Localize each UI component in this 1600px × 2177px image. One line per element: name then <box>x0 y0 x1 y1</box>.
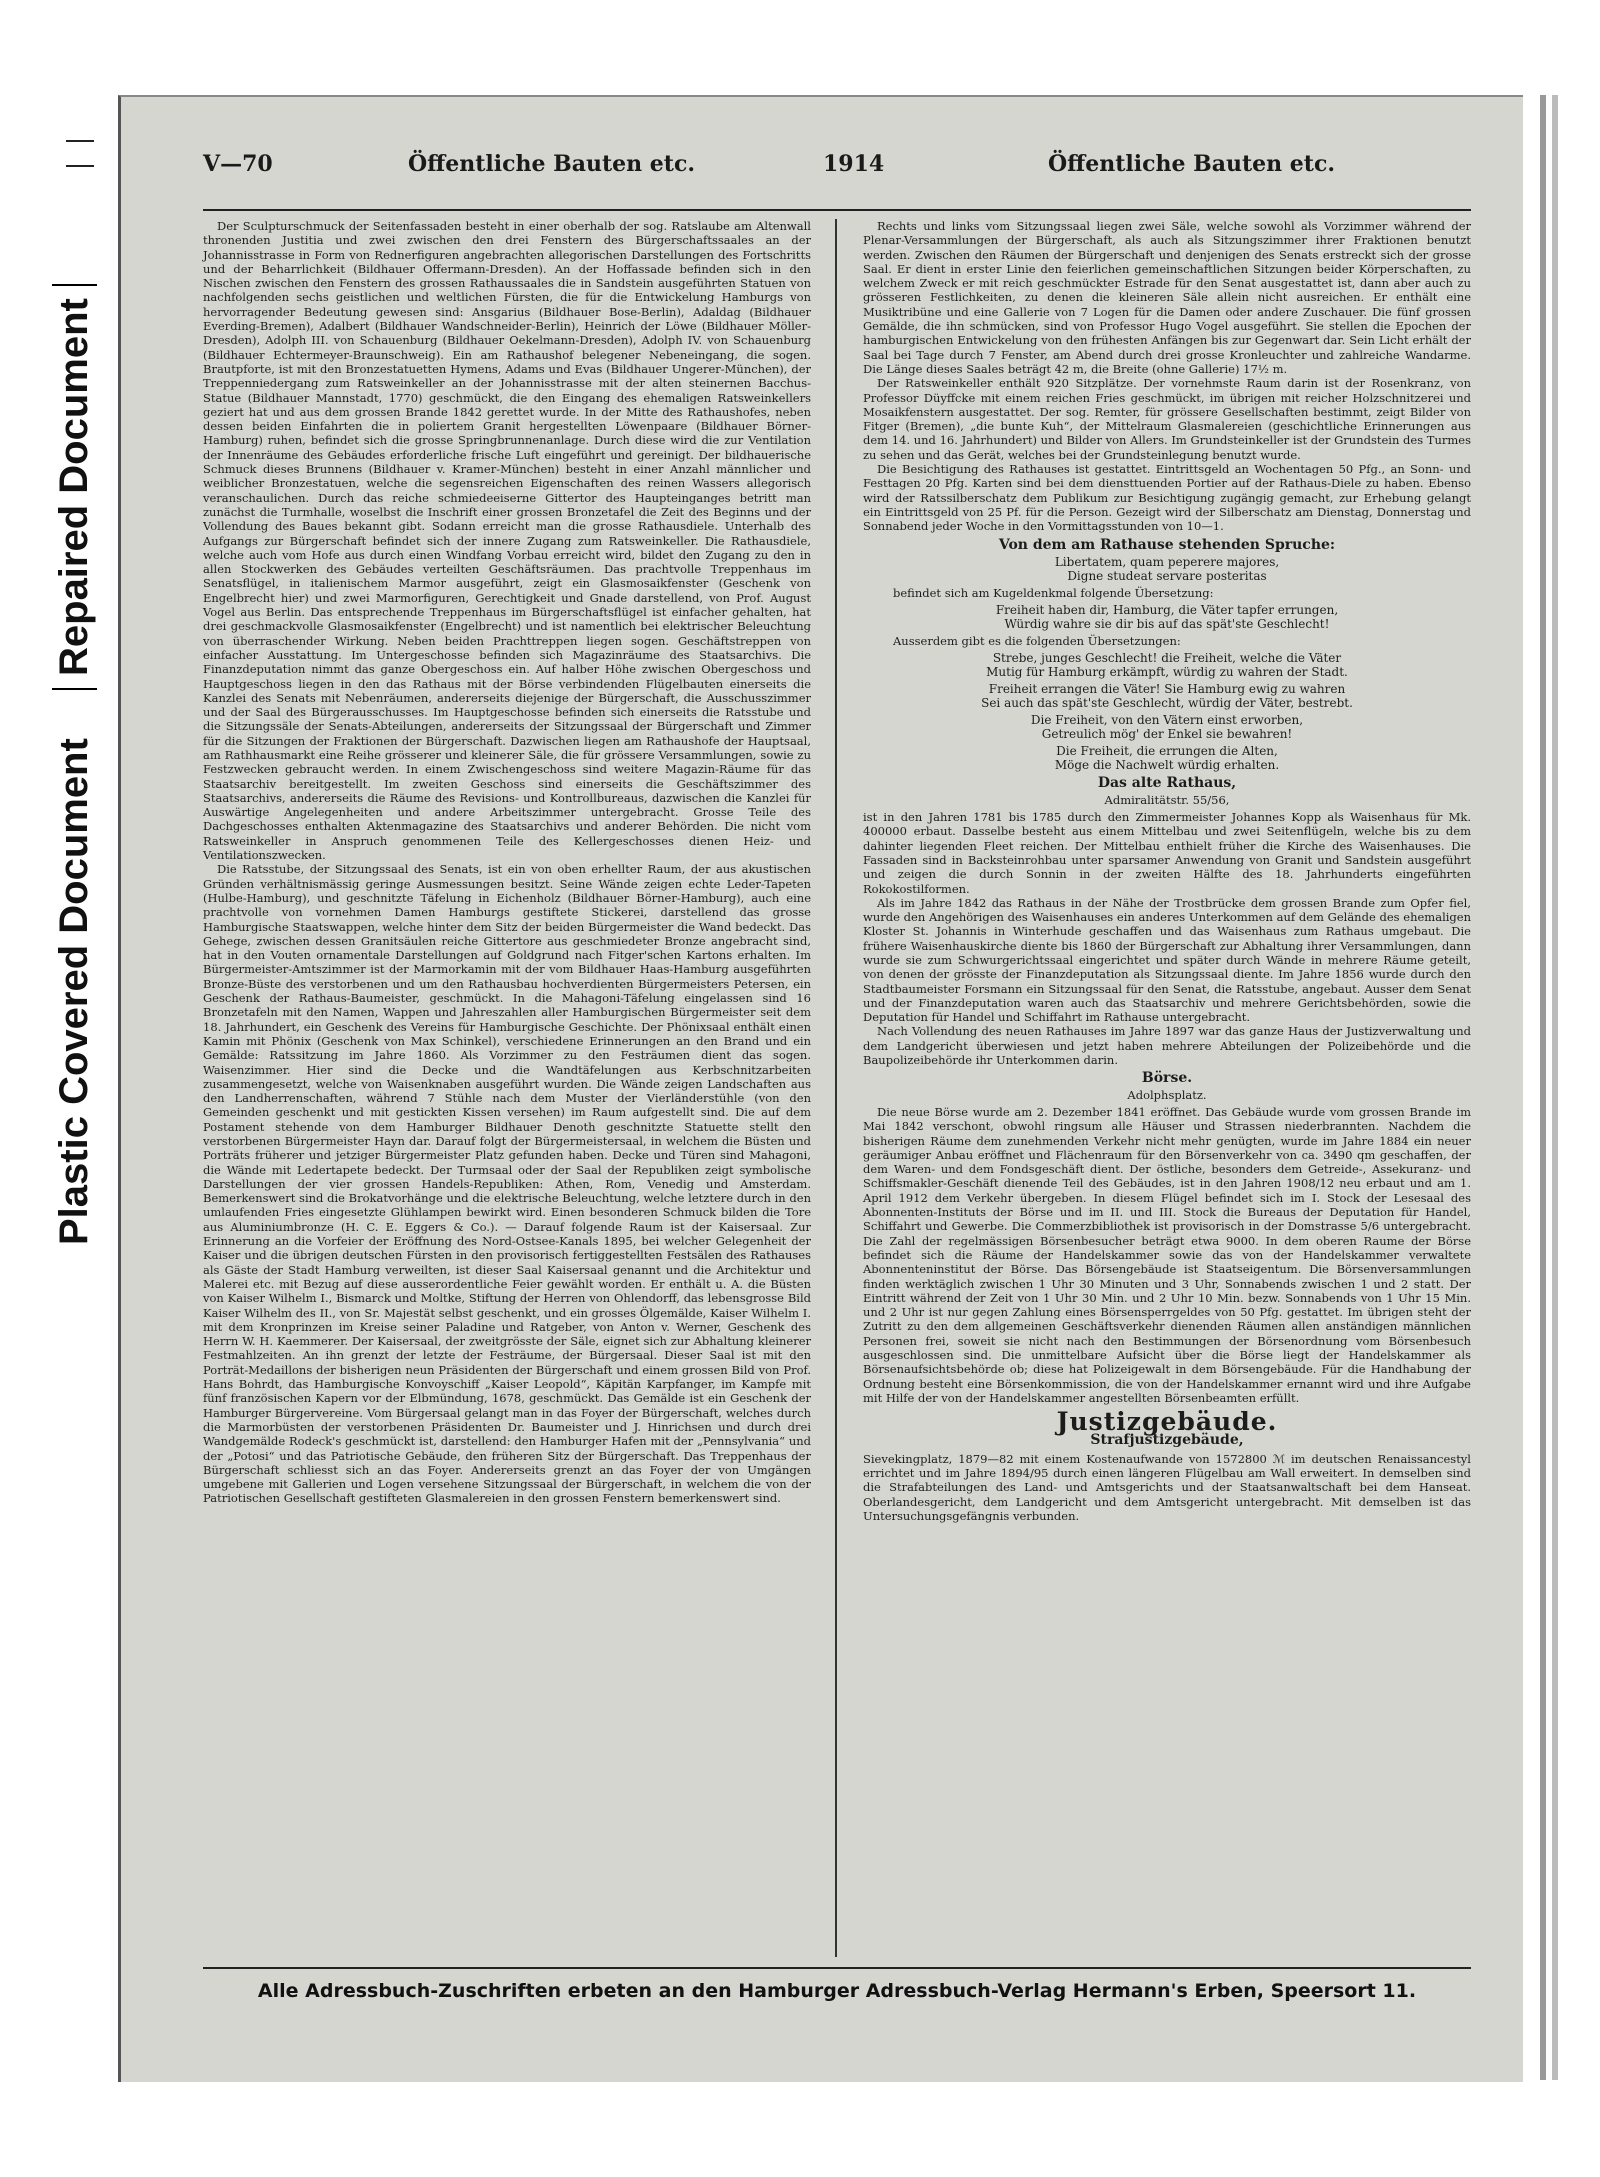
verse-translation <box>863 682 1471 710</box>
paragraph-ratsweinkeller: Der Ratsweinkeller enthält 920 Sitzplätze. Der vornehmste Raum darin ist der Rosenkranz, von Professor Düyffcke mit einem reichen Fries geschmückt, im übrigen mit reicher Holzschnitzerei und Mosaikfenstern ausgestattet. Der sog. Remter, für grössere Gesellschaften bestimmt, zeigt Bilder von Fitger (Bremen), „die bunte Kuh“, der Mittelraum Glasmalereien (geschichtliche Erinnerungen aus dem 14. und 16. Jahrhundert) und Bilder von Allers. Im Grundsteinkeller ist der Grundstein des Turmes zu sehen und das Gerät, welches bei der Grundsteinlegung benutzt wurde. <box>863 376 1471 462</box>
verse-line: Würdig wahre sie dir bis auf das spät'ste Geschlecht! <box>1004 617 1330 632</box>
scanned-page <box>118 95 1523 2082</box>
paragraph-justiz: Sievekingplatz, 1879—82 mit einem Kostenaufwande von 1572800 ℳ im deutschen Renaissancestyl errichtet und im Jahre 1894/95 durch einen längeren Flügelbau am Wall erweitert. In demselben sind die Strafabteilungen des Land- und Amtsgerichts und der Staatsanwaltschaft bei dem Hanseat. Oberlandesgericht, dem Landgericht und dem Amtsgericht untergebracht. Mit demselben ist das Untersuchungsgefängnis verbunden. <box>863 1451 1471 1523</box>
verse-line: Die Freiheit, von den Vätern einst erworben, <box>1030 713 1304 728</box>
latin-line: Libertatem, quam peperere majores, <box>1054 554 1280 569</box>
altes-rathaus-heading: Das alte Rathaus, <box>1097 775 1237 792</box>
spruche-heading: Von dem am Rathause stehenden Spruche: <box>998 536 1336 553</box>
verse-line: Strebe, junges Geschlecht! die Freiheit, welche die Väter <box>992 651 1342 666</box>
verse-line: Mutig für Hamburg erkämpft, würdig zu wahren der Stadt. <box>986 665 1348 680</box>
plastic-covered-document-label: Plastic Covered Document <box>52 738 96 1245</box>
repaired-document-label: Repaired Document <box>52 284 97 690</box>
edge-mark-top <box>66 140 94 142</box>
right-column <box>863 219 1471 1523</box>
translation-note: befindet sich am Kugeldenkmal folgende Übersetzung: <box>893 585 1214 600</box>
paragraph-altes-rathaus: Nach Vollendung des neuen Rathauses im Jahre 1897 war das ganze Haus der Justizverwaltung und dem Landgericht überwiesen und jetzt haben mehrere Abteilungen der Polizeibehörde und die Baupolizeibehörde ihr Unterkommen darin. <box>863 1024 1471 1068</box>
page-number: V—70 <box>203 151 273 177</box>
column-rule <box>835 219 837 1957</box>
verse-translation <box>863 603 1471 631</box>
running-header <box>203 151 1471 183</box>
latin-line: Digne studeat servare posteritas <box>1067 568 1267 583</box>
page-content <box>203 137 1471 2027</box>
page-edge <box>1552 95 1558 2080</box>
verse-translation <box>863 713 1471 741</box>
justiz-subheading: Strafjustizgebäude, <box>1090 1432 1244 1449</box>
page-edge <box>1540 95 1546 2080</box>
altes-rathaus-address: Admiralitätstr. 55/56, <box>1104 792 1230 807</box>
header-rule <box>203 209 1471 211</box>
paragraph-rathaus-sculpture: Der Sculpturschmuck der Seitenfassaden besteht in einer oberhalb der sog. Ratslaube am Altenwall thronenden Justitia und zwei zwischen den drei Fenstern des Bürgerschaftssaales an der Johannisstrasse in Form von Rednerfiguren angebrachten allegorischen Darstellungen des Fortschritts und der Beharrlichkeit (Bildhauer Offermann-Dresden). An der Hoffassade befinden sich in den Nischen zwischen den Fenstern des grossen Rathaussaales die in Sandstein ausgeführten Statuen von nachfolgenden sechs geistlichen und weltlichen Fürsten, die für die Entwickelung Hamburgs von hervorragender Bedeutung gewesen sind: Ansgarius (Bildhauer Bose-Berlin), Adaldag (Bildhauer Everding-Bremen), Adalbert (Bildhauer Wandschneider-Berlin), Heinrich der Löwe (Bildhauer Möller-Dresden), Adolph III. von Schauenburg (Bildhauer Oekelmann-Dresden), Adolph IV. von Schauenburg (Bildhauer Echtermeyer-Braunschweig). Ein am Rathaushof belegener Nebeneingang, die sogen. Brautpforte, ist mit den Bronzestatuetten Hymens, Adams und Evas (Bildhauer Ungerer-München), der Treppenniedergang zum Ratsweinkeller an der Johannisstrasse mit der alten steinernen Bacchus-Statue (Bildhauer Mannstadt, 1770) geschmückt, die den Eingang des ehemaligen Ratsweinkellers geziert hat und aus dem grossen Brande 1842 gerettet wurde. In der Mitte des Rathaushofes, neben dessen beiden Einfahrten die in poliertem Granit hergestellten Löwenpaare (Bildhauer Börner-Hamburg) ruhen, befindet sich die grosse Springbrunnenanlage. Durch diese wird die zur Ventilation der Innenräume des Gebäudes erforderliche frische Luft eingeführt und gereinigt. Der bildhauerische Schmuck dieses Brunnens (Bildhauer v. Kramer-München) besteht in einer Anzahl männlicher und weiblicher Bronzestatuen, welche die segensreichen Eigenschaften des reinen Wassers allegorisch veranschaulichen. Durch das reiche schmiedeeiserne Gittertor des Haupteinganges betritt man zunächst die Turmhalle, woselbst die Inschrift einer grossen Bronzetafel die Zeit des Beginns und der Vollendung des Baues bekannt gibt. Sodann erreicht man die grosse Rathausdiele. Unterhalb des Aufgangs zur Bürgerschaft befindet sich der innere Zugang zum Ratsweinkeller. Die Rathausdiele, welche auch vom Hofe aus durch einen Windfang Vorbau erreicht wird, bildet den Zugang zu den in allen Stockwerken des Gebäudes verteilten Geschäftsräumen. Das prachtvolle Treppenhaus im Senatsflügel, in italienischem Marmor ausgeführt, zeigt ein Glasmosaikfenster (Geschenk von Engelbrecht hier) und zwei Marmorfiguren, Gerechtigkeit und Gnade darstellend, von Prof. August Vogel aus Berlin. Das entsprechende Treppenhaus im Bürgerschaftsflügel ist einfacher gehalten, hat drei geschmackvolle Glasmosaikfenster (Engelbrecht) und ist namentlich bei elektrischer Beleuchtung von überraschender Wirkung. Neben beiden Prachttreppen liegen sogen. Geschäftstreppen von einfacher Ausstattung. Im Untergeschosse befinden sich Magazinräume des Staatsarchivs. Die Finanzdeputation nimmt das ganze Obergeschoss ein. Auf halber Höhe zwischen Obergeschoss und Hauptgeschoss liegen in den das Rathaus mit der Börse verbindenden Flügelbauten einerseits die Kanzlei des Senats mit Nebenräumen, andererseits diejenige der Bürgerschaft, die Ausschusszimmer und der Saal des Bürgerausschusses. Im Hauptgeschosse befinden sich einerseits die Ratsstube und die Sitzungssäle der Senats-Abteilungen, andererseits der Sitzungssaal der Bürgerschaft und Zimmer für die Sitzungen der Fraktionen der Bürgerschaft. Dazwischen liegen am Rathaushofe der Hauptsaal, am Rathhausmarkt eine Reihe grösserer und kleinerer Säle, die für grössere Versammlungen, sowie zu Festzwecken gebraucht werden. In einem Zwischengeschoss sind weitere Magazin-Räume für das Staatsarchiv bereitgestellt. Im zweiten Geschoss sind einerseits die Geschäftszimmer des Staatsarchivs, andererseits die Räume des Revisions- und Kontrollbureaus, dazwischen die Kanzlei für Auswärtige Angelegenheiten und andere Arbeitszimmer untergebracht. Grosse Teile des Dachgeschosses enthalten Aktenmagazine des Staatsarchivs und anderer Behörden. Die nicht vom Ratsweinkeller in Anspruch genommenen Teile des Kellergeschosses dienen Heiz- und Ventilationszwecken. <box>203 219 811 863</box>
footer-rule <box>203 1967 1471 1969</box>
verse-line: Freiheit errangen die Väter! Sie Hamburg ewig zu wahren <box>988 682 1346 697</box>
verse-line: Freiheit haben dir, Hamburg, die Väter tapfer errungen, <box>995 603 1339 618</box>
translation-note: Ausserdem gibt es die folgenden Übersetzungen: <box>893 634 1181 649</box>
header-year: 1914 <box>823 151 885 177</box>
header-title-right: Öffentliche Bauten etc. <box>1048 151 1336 177</box>
verse-line: Die Freiheit, die errungen die Alten, <box>1056 744 1278 759</box>
borse-address: Adolphsplatz. <box>1127 1087 1207 1102</box>
verse-line: Sei auch das spät'ste Geschlecht, würdig der Väter, bestrebt. <box>981 696 1353 711</box>
paragraph-altes-rathaus: Als im Jahre 1842 das Rathaus in der Nähe der Trostbrücke dem grossen Brande zum Opfer fiel, wurde den Angehörigen des Waisenhauses ein anderes Unterkommen auf dem Gelände des ehemaligen Kloster St. Johannis in Winterhude geschaffen und das Waisenhaus zum Rathaus umgebaut. Die frühere Waisenhauskirche diente bis 1860 der Bürgerschaft zur Abhaltung ihrer Versammlungen, dann wurde sie zum Schwurgerichtssaal eingerichtet und später durch Wände in mehrere Räume geteilt, von denen der grösste der Finanzdeputation als Sitzungssaal diente. Im Jahre 1856 wurde durch den Stadtbaumeister Forsmann ein Sitzungssaal für den Senat, die Ratsstube, angebaut. Ausser dem Senat und der Finanzdeputation waren auch das Staatsarchiv und mehrere Gerichtsbehörden, sowie die Deputation für Handel und Schiffahrt im Rathause untergebracht. <box>863 895 1471 1025</box>
latin-inscription <box>863 555 1471 583</box>
paragraph-altes-rathaus: ist in den Jahren 1781 bis 1785 durch den Zimmermeister Johannes Kopp als Waisenhaus für Mk. 400000 erbaut. Dasselbe besteht aus einem Mittelbau und zwei Seitenflügeln, welche bis zu dem dahinter liegenden Fleet reichen. Der Mittelbau enthielt früher die Kirche des Waisenhauses. Die Fassaden sind in Backsteinrohbau unter sparsamer Anwendung von Granit und Sandstein ausgeführt und zeigen die durch Sonnin in der zweiten Hälfte des 18. Jahrhunderts eingeführten Rokokostilformen. <box>863 810 1471 896</box>
verse-line: Möge die Nachwelt würdig erhalten. <box>1054 758 1280 773</box>
left-column <box>203 219 811 1506</box>
verse-line: Getreulich mög' der Enkel sie bewahren! <box>1041 727 1293 742</box>
borse-heading: Börse. <box>1141 1070 1193 1087</box>
paragraph-besichtigung: Die Besichtigung des Rathauses ist gestattet. Eintrittsgeld an Wochentagen 50 Pfg., an Sonn- und Festtagen 20 Pfg. Karten sind bei dem diensttuenden Portier auf der Rathaus-Diele zu haben. Ebenso wird der Ratssilberschatz dem Publikum zur Besichtigung zugängig gemacht, zur Erhebung gelangt ein Eintrittsgeld von 25 Pf. für die Person. Gezeigt wird der Silberschatz am Dienstag, Donnerstag und Sonnabend jeder Woche in den Vormittagsstunden von 10—1. <box>863 462 1471 534</box>
paragraph-sitzungssaal: Rechts und links vom Sitzungssaal liegen zwei Säle, welche sowohl als Vorzimmer während der Plenar-Versammlungen der Bürgerschaft, als auch als Sitzungszimmer ihrer Fraktionen benutzt werden. Zwischen den Räumen der Bürgerschaft und denjenigen des Senats erstreckt sich der grosse Saal. Er dient in erster Linie den feierlichen gemeinschaftlichen Sitzungen beider Körperschaften, zu welchem Zweck er mit reich geschmückter Estrade für den Senat ausgestattet ist, dann aber auch zu grösseren Festlichkeiten, zu denen die kleineren Säle allein nicht ausreichen. Er enthält eine Musiktribüne und eine Gallerie von 7 Logen für die Damen oder andere Zuschauer. Die fünf grossen Gemälde, die ihn schmücken, sind von Professor Hugo Vogel ausgeführt. Sie stellen die Epochen der hamburgischen Entwickelung von den frühesten Anfängen bis zur Gegenwart dar. Sein Licht erhält der Saal bei Tage durch 7 Fenster, am Abend durch drei grosse Kronleuchter und zahlreiche Wandarme. Die Länge dieses Saales beträgt 42 m, die Breite (ohne Gallerie) 17½ m. <box>863 219 1471 376</box>
edge-mark-upper <box>66 165 94 167</box>
justiz-heading: Justizgebäude. <box>1056 1407 1278 1437</box>
paragraph-borse: Die neue Börse wurde am 2. Dezember 1841 eröffnet. Das Gebäude wurde vom grossen Brande im Mai 1842 verschont, obwohl ringsum alle Häuser und Strassen niederbrannten. Nachdem die bisherigen Räume dem zunehmenden Verkehr nicht mehr genügten, wurde im Jahre 1884 ein neuer geräumiger Anbau eröffnet und Flächenraum für den Börsenverkehr von ca. 3490 qm geschaffen, der dem Waren- und dem Fondsgeschäft dient. Der östliche, besonders dem Getreide-, Assekuranz- und Schiffsmakler-Geschäft dienende Teil des Gebäudes, ist in den Jahren 1908/12 neu erbaut und am 1. April 1912 dem Verkehr übergeben. In diesem Flügel befindet sich im I. Stock der Lesesaal des Abonnenten-Instituts der Börse und im II. und III. Stock die Bureaus der Deputation für Handel, Schiffahrt und Gewerbe. Die Commerzbibliothek ist provisorisch in der Domstrasse 5/6 untergebracht. Die Zahl der regelmässigen Börsenbesucher beträgt etwa 9000. In dem oberen Raume der Börse befindet sich die Räume der Handelskammer sowie das von der Handelskammer verwaltete Abonnenteninstitut der Börse. Das Börsengebäude ist Staatseigentum. Die Börsenversammlungen finden werktäglich zwischen 1 Uhr 30 Minuten und 3 Uhr, Sonnabends zwischen 1 und 2 statt. Der Eintritt während der Zeit von 1 Uhr 30 Min. und 2 Uhr 10 Min. bezw. Sonnabends von 1 Uhr 15 Min. und 2 Uhr ist nur gegen Zahlung eines Börsensperrgeldes von 50 Pfg. gestattet. Im übrigen steht der Zutritt zu den dem allgemeinen Geschäftsverkehr dienenden Räumen allen anständigen männlichen Personen frei, soweit sie nicht nach den Bestimmungen der Börsenordnung vom Börsenbesuch ausgeschlossen sind. Die unmittelbare Aufsicht über die Börse liegt der Handelskammer als Börsenaufsichtsbehörde ob; diese hat Polizeigewalt in dem Börsengebäude. Für die Handhabung der Ordnung besteht eine Börsenkommission, die von der Handelskammer ernannt wird und ihre Aufgabe mit Hilfe der von der Handelskammer angestellten Börsenbeamten erfüllt. <box>863 1104 1471 1405</box>
verse-translation <box>863 651 1471 679</box>
paragraph-ratsstube: Die Ratsstube, der Sitzungssaal des Senats, ist ein von oben erhellter Raum, der aus akustischen Gründen verhältnismässig geringe Ausmessungen besitzt. Seine Wände zeigen echte Leder-Tapeten (Hulbe-Hamburg), und geschnitzte Täfelung in Eichenholz (Bildhauer Börner-Hamburg), auch eine prachtvolle von vornehmen Damen Hamburgs gestiftete Stickerei, darstellend das grosse Hamburgische Staatswappen, welche hinter dem Sitz der beiden Bürgermeister die Wand bedeckt. Das Gehege, zwischen dessen Granitsäulen reiche Gittertore aus geschmiedeter Bronze angebracht sind, hat in den Vouten ornamentale Darstellungen auf Goldgrund nach Fitger'schen Kartons erhalten. Im Bürgermeister-Amtszimmer ist der Marmorkamin mit der vom Bildhauer Haas-Hamburg ausgeführten Bronze-Büste des verstorbenen und um den Rathausbau hochverdienten Bürgermeisters Petersen, ein Geschenk der Rathaus-Baumeister, geschmückt. In die Mahagoni-Täfelung eingelassen sind 16 Bronzetafeln mit den Namen, Wappen und Jahreszahlen aller Hamburgischen Bürgermeister seit dem 18. Jahrhundert, ein Geschenk des Vereins für Hamburgische Geschichte. Der Phönixsaal enthält einen Kamin mit Phönix (Geschenk von Max Schinkel), verschiedene Erinnerungen an den Brand und ein Gemälde: Ratssitzung im Jahre 1860. Als Vorzimmer zu den Festräumen dient das sogen. Waisenzimmer. Hier sind die Decke und die Wandtäfelungen aus Kerbschnitzarbeiten zusammengesetzt, welche von Waisenknaben ausgeführt wurden. Die Wände zeigen Landschaften aus den Landherrenschaften, während 7 Stühle nach dem Muster der Vierländerstühle (von den Gemeinden geschenkt und mit gestickten Kissen versehen) im Raum aufgestellt sind. Die auf dem Postament stehende von dem Hamburger Bildhauer Denoth geschnitzte Statuette stellt den verstorbenen Bürgermeister Hayn dar. Darauf folgt der Bürgermeistersaal, in welchem die Büsten und Porträts früherer und jetziger Bürgermeister Platz gefunden haben. Decke und Türen sind Mahagoni, die Wände mit Ledertapete bedeckt. Der Turmsaal oder der Saal der Republiken zeigt symbolische Darstellungen der vier grossen Handels-Republiken: Athen, Rom, Venedig und Amsterdam. Bemerkenswert sind die Brokatvorhänge und die elektrische Beleuchtung, welche letztere durch in den umlaufenden Fries eingesetzte Glühlampen bewirkt wird. Einen besonderen Schmuck bilden die Tore aus Aluminiumbronze (H. C. E. Eggers & Co.). — Darauf folgende Raum ist der Kaisersaal. Zur Erinnerung an die Vorfeier der Eröffnung des Nord-Ostsee-Kanals 1895, bei welcher Gelegenheit der Kaiser und die übrigen deutschen Fürsten in den provisorisch fertiggestellten Festsälen des Rathauses als Gäste der Stadt Hamburg verweilten, ist dieser Saal Kaisersaal genannt und die Architektur und Malerei etc. mit Bezug auf diese ausserordentliche Feier gewählt worden. Er enthält u. A. die Büsten von Kaiser Wilhelm I., Bismarck und Moltke, Stiftung der Herren von Ohlendorff, das lebensgrosse Bild Kaiser Wilhelm des II., von Sr. Majestät selbst geschenkt, und ein grosses Ölgemälde, Kaiser Wilhelm I. mit dem Kronprinzen im Kreise seiner Paladine und Ratgeber, von Anton v. Werner, Geschenk des Herrn W. H. Kaemmerer. Der Kaisersaal, der zweitgrösste der Säle, eignet sich zur Abhaltung kleinerer Festmahlzeiten. An ihn grenzt der letzte der Festräume, der Bürgersaal. Dieser Saal ist mit den Porträt-Medaillons der bisherigen neun Präsidenten der Bürgerschaft und einem grossen Bild von Prof. Hans Bohrdt, das Hamburgische Konvoyschiff „Kaiser Leopold“, Käpitän Karpfanger, im Kampfe mit fünf französischen Kapern vor der Elbmündung, 1678, geschmückt. Das Gemälde ist ein Geschenk der Hamburger Bürgervereine. Vom Bürgersaal gelangt man in das Foyer der Bürgerschaft, welches durch die Marmorbüsten der verstorbenen Präsidenten Dr. Baumeister und J. Hinrichsen und durch drei Wandgemälde Rodeck's geschmückt ist, darstellend: den Hamburger Hafen mit der „Pennsylvania“ und der „Potosi“ und das Patriotische Gebäude, den früheren Sitz der Bürgerschaft. Das Treppenhaus der Bürgerschaft schliesst sich an das Foyer. Andererseits grenzt an das Foyer der von Umgängen umgebene mit Gallerien und Logen versehene Sitzungssaal der Bürgerschaft, in welchem die von der Patriotischen Gesellschaft gestifteten Glasmalereien in den grossen Fenstern bemerkenswert sind. <box>203 862 811 1506</box>
verse-translation <box>863 744 1471 772</box>
footer-address-line: Alle Adressbuch-Zuschriften erbeten an den Hamburger Adressbuch-Verlag Hermann's Erben, Speersort 11. <box>257 1980 1417 2002</box>
header-title-left: Öffentliche Bauten etc. <box>408 151 696 177</box>
